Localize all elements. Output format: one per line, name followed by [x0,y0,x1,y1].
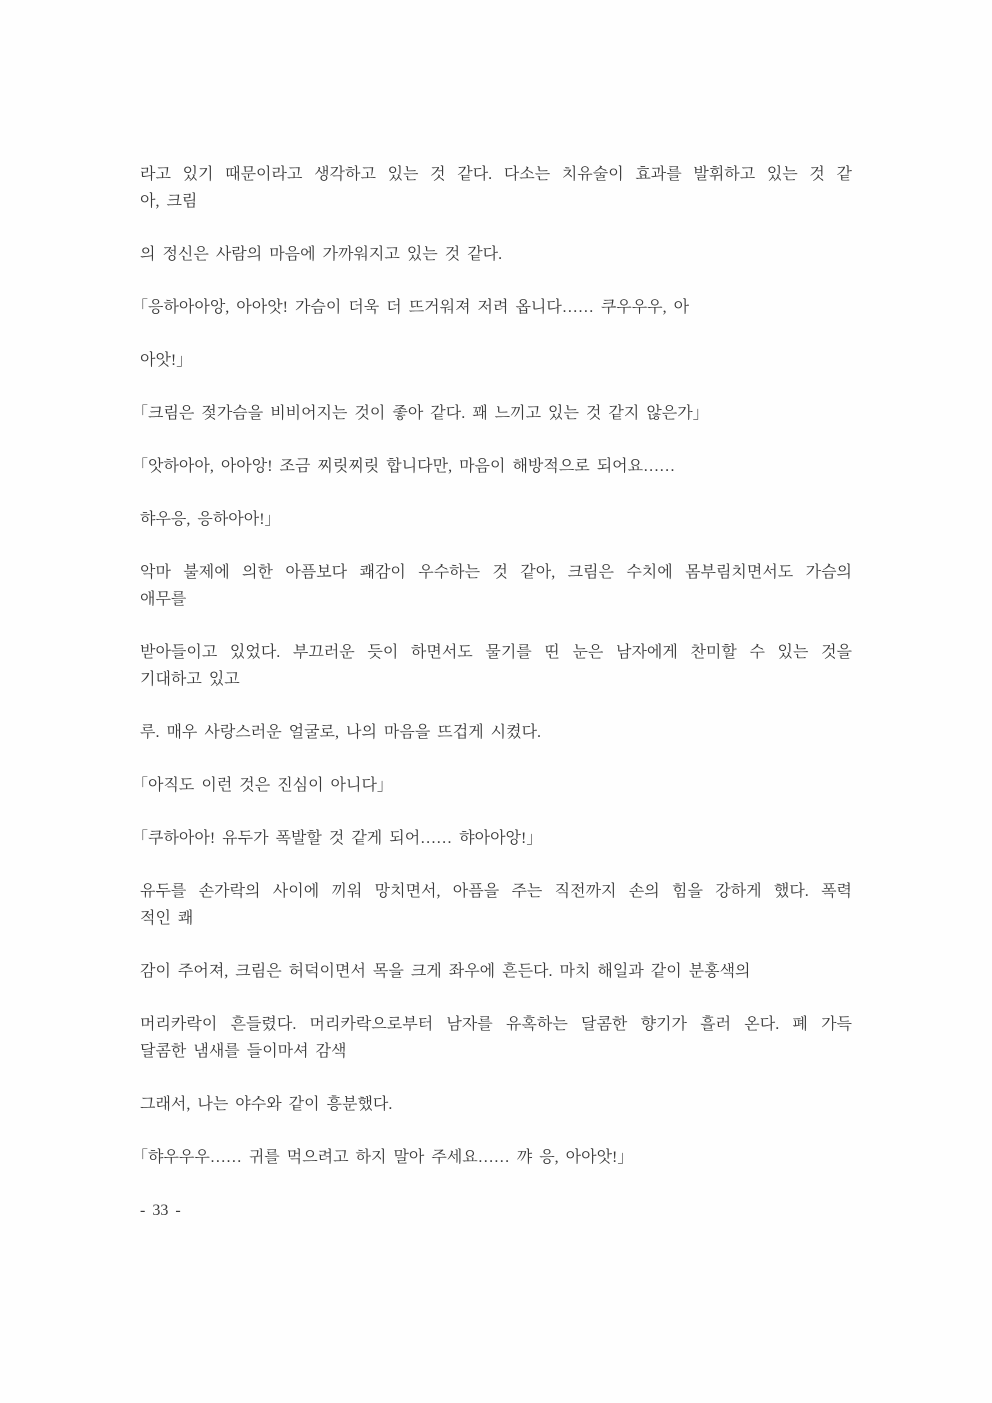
text-line: 애무를 [140,591,187,608]
text-line: 유두를 손가락의 사이에 끼워 망치면서, 아픔을 주는 직전까지 손의 힘을 강하게 했다. 폭력 [140,883,852,900]
text-line: 그래서, 나는 야수와 같이 흥분했다. [140,1096,393,1113]
paragraph [132,1144,852,1171]
paragraph [140,241,852,268]
paragraph [132,772,852,799]
text-line: 「응하아아앙, 아아앗! 가슴이 더욱 더 뜨거워져 저려 옵니다…… 쿠우우우, 아 [132,299,690,316]
paragraph [132,400,852,427]
text-line: 머리카락이 흔들렸다. 머리카락으로부터 남자를 유혹하는 달콤한 향기가 흘러 온다. 폐 가득 [140,1016,852,1033]
paragraph [140,161,852,215]
paragraph [140,559,852,613]
paragraph [140,958,852,985]
text-line: 감이 주어져, 크림은 허덕이면서 목을 크게 좌우에 흔든다. 마치 해일과 같이 분홍색의 [140,963,751,980]
paragraph [140,719,852,746]
paragraph [140,1011,852,1065]
text-line: 악마 불제에 의한 아픔보다 쾌감이 우수하는 것 같아, 크림은 수치에 몸부림치면서도 가슴의 [140,564,852,581]
paragraph [132,825,852,852]
text-line: 아, 크림 [140,193,198,210]
paragraph-list [132,161,852,1171]
text-line: 기대하고 있고 [140,671,240,688]
paragraph [140,506,852,533]
document-content [132,161,852,1224]
text-line: 받아들이고 있었다. 부끄러운 듯이 하면서도 물기를 띤 눈은 남자에게 찬미할 수 있는 것을 [140,644,852,661]
text-line: 「크림은 젖가슴을 비비어지는 것이 좋아 같다. 꽤 느끼고 있는 것 같지 않은가」 [132,405,709,422]
text-line: 아앗!」 [140,352,193,369]
text-line: 달콤한 냄새를 들이마셔 감색 [140,1043,347,1060]
text-line: 적인 쾌 [140,910,194,927]
page-number: - 33 - [140,1202,181,1219]
text-line: 루. 매우 사랑스러운 얼굴로, 나의 마음을 뜨겁게 시켰다. [140,724,542,741]
text-line: 「햐우우우…… 귀를 먹으려고 하지 말아 주세요…… 꺄 응, 아아앗!」 [132,1149,634,1166]
text-line: 의 정신은 사람의 마음에 가까워지고 있는 것 같다. [140,246,503,263]
paragraph [140,878,852,932]
paragraph [140,347,852,374]
paragraph [132,294,852,321]
paragraph [132,453,852,480]
paragraph [140,639,852,693]
text-line: 「쿠하아아! 유두가 폭발할 것 같게 되어…… 햐아아앙!」 [132,830,543,847]
text-line: 「아직도 이런 것은 진심이 아니다」 [132,777,393,794]
text-line: 「앗하아아, 아아앙! 조금 찌릿찌릿 합니다만, 마음이 해방적으로 되어요…… [132,458,676,475]
text-line: 햐우응, 응하아아!」 [140,511,281,528]
text-line: 라고 있기 때문이라고 생각하고 있는 것 같다. 다소는 치유술이 효과를 발휘하고 있는 것 같 [140,166,852,183]
paragraph [140,1091,852,1118]
